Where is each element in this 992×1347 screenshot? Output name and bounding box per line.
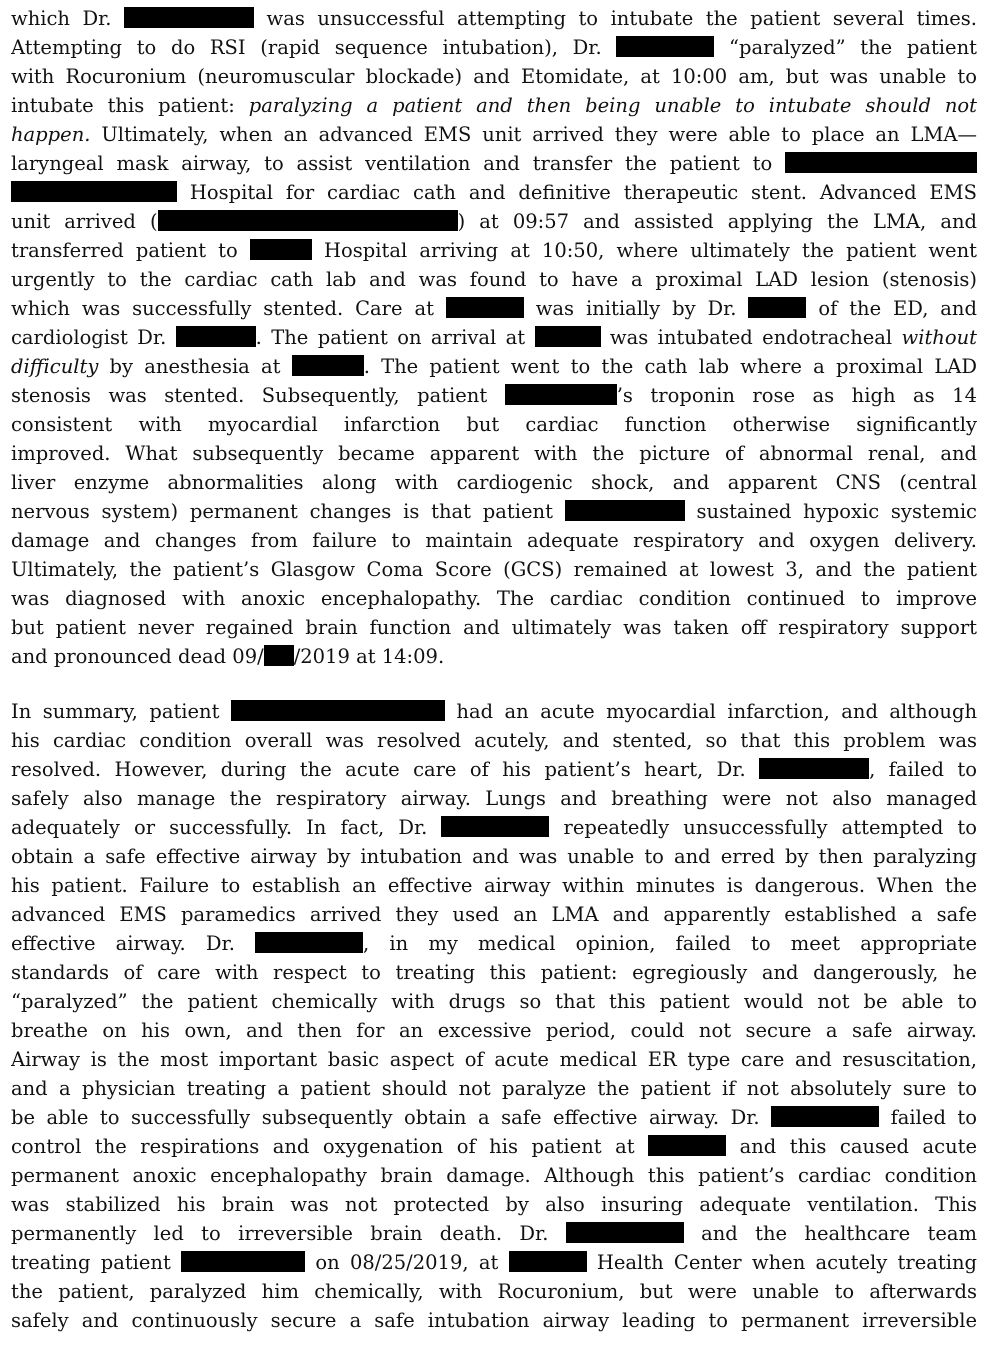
redaction-block (509, 1251, 587, 1272)
text-line: unit arrived ( ) at 09:57 and assisted applying the LMA, and (11, 210, 977, 233)
text-line: control the respirations and oxygenation of his patient at and this caused acute (11, 1135, 977, 1158)
redaction-block (264, 645, 294, 666)
redaction-block (505, 384, 617, 405)
text-line: difficulty by anesthesia at . The patient went to the cath lab where a proximal LAD (11, 355, 977, 378)
text-line: liver enzyme abnormalities along with cardiogenic shock, and apparent CNS (central (11, 471, 977, 494)
redaction-block (255, 932, 363, 953)
text-line: and pronounced dead 09/ /2019 at 14:09. (11, 645, 445, 668)
text-line: breathe on his own, and then for an excessive period, could not secure a safe airway. (11, 1019, 977, 1042)
redaction-block (176, 326, 256, 347)
redaction-block (616, 36, 714, 57)
text-line: safely and continuously secure a safe intubation airway leading to permanent irreversible (11, 1309, 977, 1332)
text-line: transferred patient to Hospital arriving at 10:50, where ultimately the patient went (11, 239, 977, 262)
text-line: standards of care with respect to treating this patient: egregiously and dangerously, he (11, 961, 977, 984)
redaction-block (292, 355, 364, 376)
redaction-block (566, 1222, 684, 1243)
text-line: Hospital for cardiac cath and definitive therapeutic stent. Advanced EMS (11, 178, 977, 207)
redaction-block (535, 326, 601, 347)
text-line: Airway is the most important basic aspect of acute medical ER type care and resuscitation, (11, 1048, 977, 1071)
redaction-block (785, 152, 977, 173)
text-line: laryngeal mask airway, to assist ventilation and transfer the patient to (11, 149, 977, 178)
redaction-block (441, 816, 549, 837)
redaction-block (771, 1106, 879, 1127)
text-line: and a physician treating a patient should not paralyze the patient if not absolutely sure to (11, 1077, 977, 1100)
text-line: Ultimately, the patient’s Glasgow Coma Score (GCS) remained at lowest 3, and the patient (11, 558, 977, 581)
text-line: be able to successfully subsequently obtain a safe effective airway. Dr. failed to (11, 1106, 977, 1129)
paragraph-2 (11, 697, 977, 1335)
redaction-block (231, 700, 445, 721)
text-line: consistent with myocardial infarction but cardiac function otherwise significantly (11, 413, 977, 436)
text-line: advanced EMS paramedics arrived they used an LMA and apparently established a safe (11, 903, 977, 926)
text-line: In summary, patient had an acute myocardial infarction, and although (11, 700, 977, 723)
redaction-block (759, 758, 869, 779)
text-line: which was successfully stented. Care at was initially by Dr. of the ED, and (11, 297, 977, 320)
redaction-block (124, 7, 254, 28)
text-line: permanent anoxic encephalopathy brain damage. Although this patient’s cardiac condition (11, 1164, 977, 1187)
redaction-block (748, 297, 806, 318)
text-line: treating patient on 08/25/2019, at Health Center when acutely treating (11, 1251, 977, 1274)
text-line: resolved. However, during the acute care of his patient’s heart, Dr. , failed to (11, 758, 977, 781)
text-line: Attempting to do RSI (rapid sequence intubation), Dr. “paralyzed” the patient (11, 36, 977, 59)
text-line: stenosis was stented. Subsequently, patient ’s troponin rose as high as 14 (11, 384, 977, 407)
text-line: which Dr. was unsuccessful attempting to intubate the patient several times. (11, 7, 977, 30)
text-line: was diagnosed with anoxic encephalopathy. The cardiac condition continued to improve (11, 587, 977, 610)
text-line: permanently led to irreversible brain death. Dr. and the healthcare team (11, 1222, 977, 1245)
text-line: his patient. Failure to establish an effective airway within minutes is dangerous. When the (11, 874, 977, 897)
text-line: improved. What subsequently became apparent with the picture of abnormal renal, and (11, 442, 977, 465)
text-line: safely also manage the respiratory airway. Lungs and breathing were not also managed (11, 787, 977, 810)
redaction-block (446, 297, 524, 318)
text-line: effective airway. Dr. , in my medical opinion, failed to meet appropriate (11, 932, 977, 955)
redaction-block (250, 239, 312, 260)
text-line: was stabilized his brain was not protected by also insuring adequate ventilation. This (11, 1193, 977, 1216)
text-line: damage and changes from failure to maintain adequate respiratory and oxygen delivery. (11, 529, 977, 552)
text-line: “paralyzed” the patient chemically with drugs so that this patient would not be able to (11, 990, 977, 1013)
text-line: happen. Ultimately, when an advanced EMS unit arrived they were able to place an LMA— (11, 123, 977, 146)
text-line: cardiologist Dr. . The patient on arrival at was intubated endotracheal without (11, 326, 977, 349)
paragraph-1 (11, 4, 977, 671)
text-line: intubate this patient: paralyzing a patient and then being unable to intubate should not (11, 94, 977, 117)
redaction-block (11, 181, 177, 202)
text-line: with Rocuronium (neuromuscular blockade) and Etomidate, at 10:00 am, but was unable to (11, 65, 977, 88)
text-line: the patient, paralyzed him chemically, with Rocuronium, but were unable to afterwards (11, 1280, 977, 1303)
redaction-block (181, 1251, 305, 1272)
text-line: but patient never regained brain function and ultimately was taken off respiratory support (11, 616, 977, 639)
redaction-block (158, 210, 458, 231)
text-line: adequately or successfully. In fact, Dr. repeatedly unsuccessfully attempted to (11, 816, 977, 839)
text-line: nervous system) permanent changes is that patient sustained hypoxic systemic (11, 500, 977, 523)
text-line: obtain a safe effective airway by intubation and was unable to and erred by then paralyzing (11, 845, 977, 868)
redaction-block (648, 1135, 726, 1156)
text-line: urgently to the cardiac cath lab and was found to have a proximal LAD lesion (stenosis) (11, 268, 977, 291)
redaction-block (565, 500, 685, 521)
text-line: his cardiac condition overall was resolved acutely, and stented, so that this problem was (11, 729, 977, 752)
